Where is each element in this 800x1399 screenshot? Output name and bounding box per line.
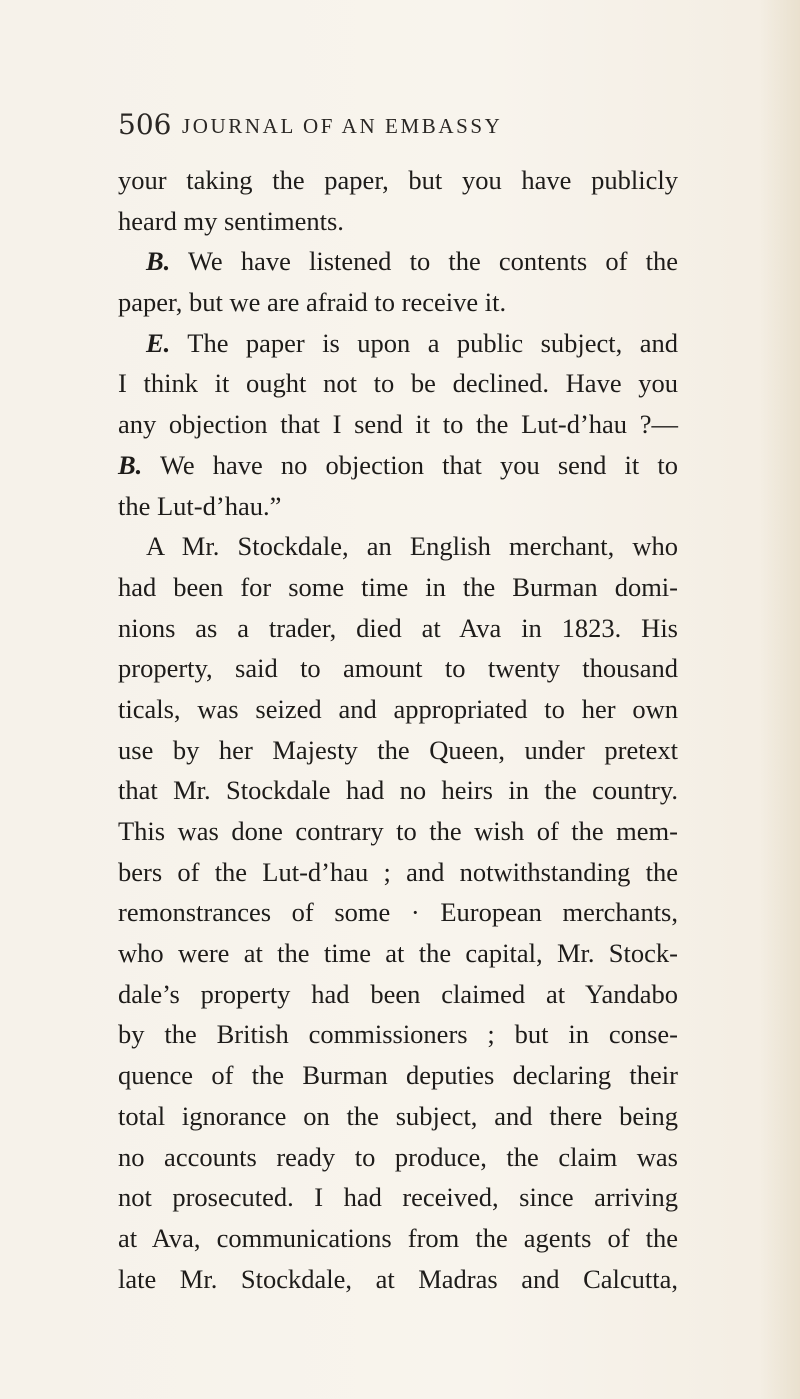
text-line: heard my sentiments. xyxy=(118,205,344,236)
text-line: no accounts ready to produce, the claim was xyxy=(118,1141,678,1172)
text-line: any objection that I send it to the Lut-d’hau ?— xyxy=(118,409,678,440)
text-line: B. We have listened to the contents of the xyxy=(146,246,678,277)
text-line: not prosecuted. I had received, since arriving xyxy=(118,1182,678,1213)
text-line: by the British commissioners ; but in conse- xyxy=(118,1019,678,1050)
speaker-label: E. xyxy=(146,327,171,358)
text-line: I think it ought not to be declined. Have you xyxy=(118,368,678,399)
text-line: bers of the Lut-d’hau ; and notwithstanding the xyxy=(118,856,678,887)
text-line: had been for some time in the Burman domi- xyxy=(118,571,678,602)
text-line: who were at the time at the capital, Mr. Stock- xyxy=(118,938,678,969)
text-line: paper, but we are afraid to receive it. xyxy=(118,287,507,318)
text-line: total ignorance on the subject, and there being xyxy=(118,1100,678,1131)
page-header xyxy=(118,108,678,148)
text-line: nions as a trader, died at Ava in 1823. His xyxy=(118,612,678,643)
text-line: B. We have no objection that you send it to xyxy=(118,449,678,480)
text-line: that Mr. Stockdale had no heirs in the country. xyxy=(118,775,678,806)
text-line: at Ava, communications from the agents of the xyxy=(118,1222,678,1253)
text-line: use by her Majesty the Queen, under pretext xyxy=(118,734,678,765)
page-edge-shadow xyxy=(760,0,800,1399)
speaker-label: B. xyxy=(118,449,143,480)
text-line: E. The paper is upon a public subject, and xyxy=(146,327,678,358)
text-line: dale’s property had been claimed at Yandabo xyxy=(118,978,678,1009)
text-line: the Lut-d’hau.” xyxy=(118,490,282,521)
text-line: quence of the Burman deputies declaring their xyxy=(118,1060,678,1091)
text-line: ticals, was seized and appropriated to her own xyxy=(118,693,678,724)
text-line: your taking the paper, but you have publicly xyxy=(118,165,678,195)
text-line: property, said to amount to twenty thousand xyxy=(118,653,678,684)
running-head: JOURNAL OF AN EMBASSY xyxy=(182,114,503,138)
text-line: This was done contrary to the wish of the mem- xyxy=(118,816,678,846)
text-line: remonstrances of some · European merchants, xyxy=(118,897,678,928)
page-number: 506 xyxy=(118,108,172,141)
speaker-label: B. xyxy=(146,246,171,277)
text-line: late Mr. Stockdale, at Madras and Calcutta, xyxy=(118,1263,678,1294)
body-text xyxy=(118,160,678,1299)
text-line: A Mr. Stockdale, an English merchant, who xyxy=(146,531,678,562)
